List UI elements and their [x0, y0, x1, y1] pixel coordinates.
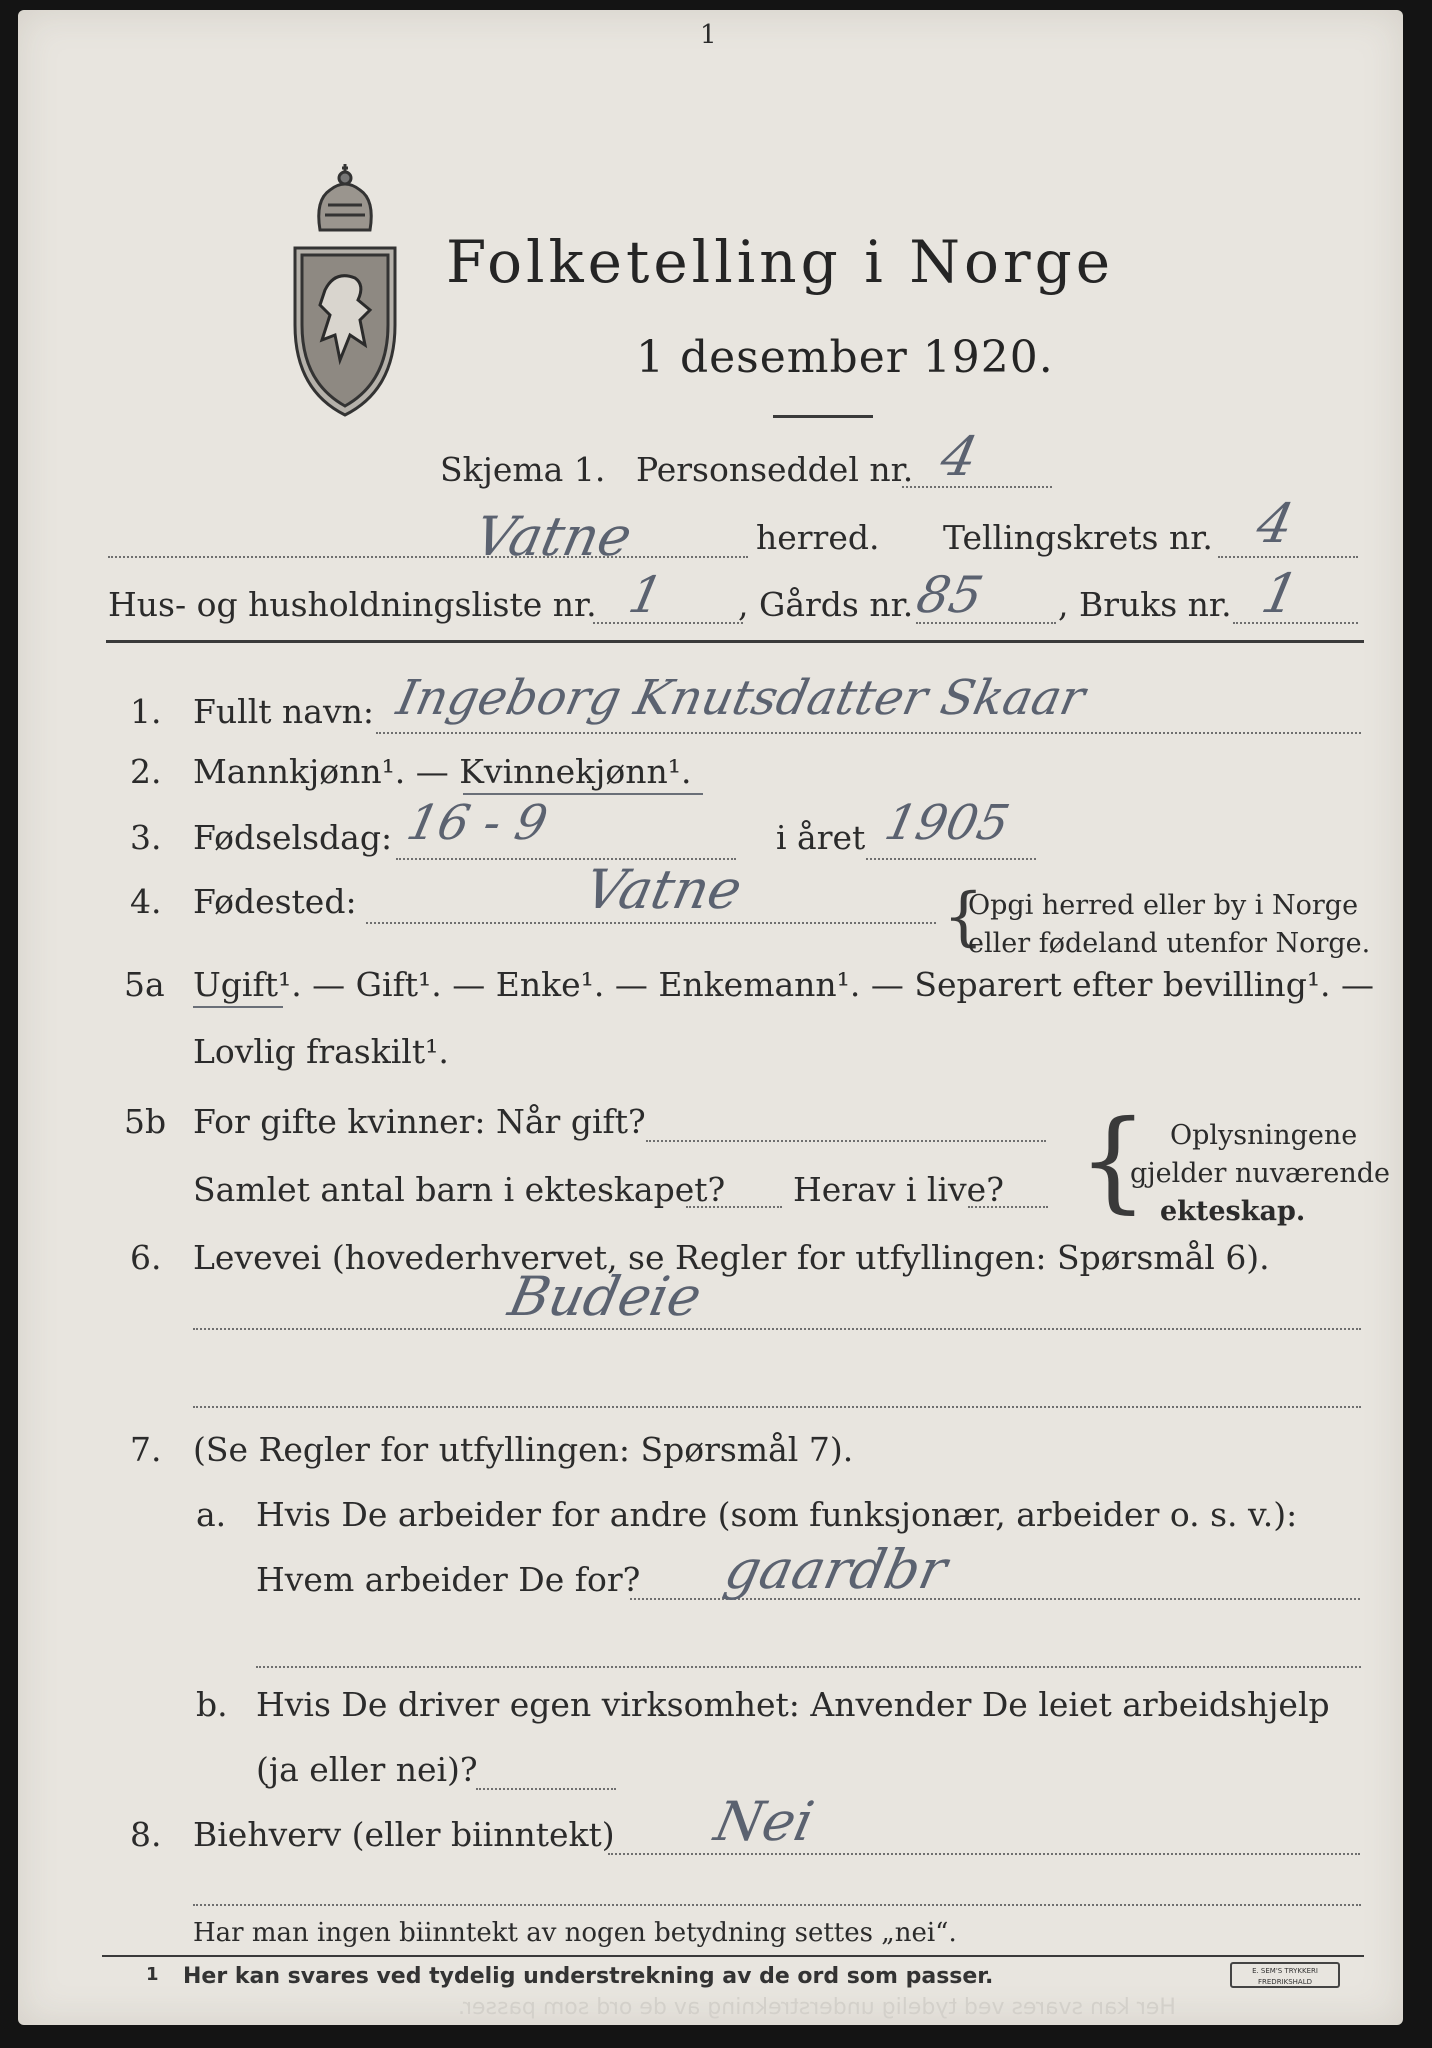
- q7a-line2: [256, 1666, 1361, 1668]
- q5b-children-line: [686, 1206, 782, 1208]
- q5b-note-line2: gjelder nuværende: [1130, 1158, 1390, 1189]
- bottom-instruction: Har man ingen biinntekt av nogen betydning settes „nei“.: [193, 1918, 957, 1948]
- q1-line: [376, 732, 1361, 734]
- q4-brace: {: [943, 880, 984, 954]
- q8-label: Biehverv (eller biinntekt): [193, 1815, 615, 1854]
- q6-number: 6.: [130, 1238, 162, 1277]
- tellingskrets-label: Tellingskrets nr.: [943, 518, 1213, 557]
- full-name-value[interactable]: Ingeborg Knutsdatter Skaar: [392, 670, 1090, 726]
- q7b-line: [476, 1788, 616, 1790]
- personseddel-label: Personseddel nr.: [636, 450, 914, 489]
- q3-year-line: [866, 858, 1036, 860]
- q4-note-line1: Opgi herred eller by i Norge: [968, 890, 1359, 921]
- q5b-brace: {: [1078, 1096, 1148, 1224]
- q7a-question: Hvem arbeider De for?: [256, 1560, 641, 1599]
- title-divider: [773, 415, 873, 418]
- top-page-mark: 1: [700, 20, 717, 50]
- norwegian-coat-of-arms-icon: [280, 160, 410, 425]
- herred-value[interactable]: Vatne: [469, 505, 638, 568]
- q5b-note-line1: Oplysningene: [1170, 1120, 1358, 1151]
- q5a-number: 5a: [124, 965, 165, 1004]
- q5a-marital-options: Ugift¹. — Gift¹. — Enke¹. — Enkemann¹. — Separert efter bevilling¹. —: [193, 965, 1375, 1004]
- side-income-value[interactable]: Nei: [709, 1790, 820, 1853]
- bleed-through-text: Her kan svares ved tydelig understrekning av de ord som passer.: [458, 1995, 1176, 2020]
- q7a-number: a.: [196, 1495, 227, 1534]
- q5b-label-children: Samlet antal barn i ekteskapet?: [193, 1170, 726, 1209]
- hus-label: Hus- og husholdningsliste nr.: [108, 585, 597, 624]
- q5b-alive-line: [968, 1206, 1048, 1208]
- occupation-value[interactable]: Budeie: [503, 1265, 707, 1328]
- q4-number: 4.: [130, 882, 162, 921]
- q3-year-label: i året: [776, 818, 866, 857]
- q5a-underline-mark: [193, 1006, 283, 1008]
- q7b-question: (ja eller nei)?: [256, 1750, 478, 1789]
- q5b-label-married: For gifte kvinner: Når gift?: [193, 1102, 646, 1141]
- q7a-label: Hvis De arbeider for andre (som funksjonær, arbeider o. s. v.):: [256, 1495, 1298, 1534]
- gards-label: , Gårds nr.: [738, 585, 914, 624]
- footnote-mark: 1: [146, 1964, 159, 1985]
- employer-value[interactable]: gaardbr: [719, 1538, 953, 1601]
- herred-label: herred.: [756, 518, 880, 557]
- q7-number: 7.: [130, 1430, 162, 1469]
- q5b-number: 5b: [124, 1102, 167, 1141]
- section-divider: [106, 640, 1364, 643]
- birth-year-value[interactable]: 1905: [880, 795, 1015, 851]
- hus-value[interactable]: 1: [623, 566, 668, 624]
- q8-line2: [193, 1904, 1361, 1906]
- bruks-line: [1233, 622, 1358, 624]
- q4-line: [366, 922, 936, 924]
- q5b-label-alive: Herav i live?: [793, 1170, 1004, 1209]
- census-date: 1 desember 1920.: [636, 332, 1054, 383]
- q6-line1: [193, 1328, 1361, 1330]
- birthplace-value[interactable]: Vatne: [579, 858, 748, 921]
- q8-line1: [608, 1853, 1360, 1855]
- personseddel-value[interactable]: 4: [935, 425, 984, 488]
- q5b-note-line3: ekteskap.: [1160, 1196, 1306, 1227]
- q6-line2: [193, 1406, 1361, 1408]
- bruks-label: , Bruks nr.: [1058, 585, 1232, 624]
- q1-number: 1.: [130, 692, 162, 731]
- q7-label: (Se Regler for utfyllingen: Spørsmål 7).: [193, 1430, 854, 1469]
- footnote-text: Her kan svares ved tydelig understrekning av de ord som passer.: [183, 1964, 994, 1989]
- gards-value[interactable]: 85: [911, 566, 988, 624]
- census-form-sheet: [18, 10, 1403, 2025]
- printer-stamp: E. SEM'S TRYKKERI FREDRIKSHALD: [1230, 1962, 1340, 1988]
- personseddel-line: [902, 486, 1052, 488]
- q3-label: Fødselsdag:: [193, 818, 393, 857]
- q7b-label: Hvis De driver egen virksomhet: Anvender De leiet arbeidshjelp: [256, 1685, 1330, 1724]
- form-title: Folketelling i Norge: [446, 228, 1115, 296]
- q5b-married-line: [646, 1140, 1046, 1142]
- q2-number: 2.: [130, 752, 162, 791]
- skjema-label: Skjema 1.: [440, 450, 606, 489]
- tellingskrets-value[interactable]: 4: [1251, 492, 1300, 555]
- birthday-value[interactable]: 16 - 9: [402, 795, 553, 851]
- q1-label: Fullt navn:: [193, 692, 374, 731]
- bruks-value[interactable]: 1: [1256, 562, 1305, 625]
- q4-note-line2: eller fødeland utenfor Norge.: [968, 928, 1371, 959]
- q8-number: 8.: [130, 1815, 162, 1854]
- q7b-number: b.: [196, 1685, 228, 1724]
- q3-number: 3.: [130, 818, 162, 857]
- herred-line: [108, 556, 748, 558]
- tellingskrets-line: [1218, 556, 1358, 558]
- hus-line: [593, 622, 743, 624]
- q2-gender-options: Mannkjønn¹. — Kvinnekjønn¹.: [193, 752, 692, 791]
- q4-label: Fødested:: [193, 882, 357, 921]
- footnote-divider: [102, 1955, 1364, 1957]
- q6-label: Levevei (hovederhvervet, se Regler for utfyllingen: Spørsmål 6).: [193, 1238, 1270, 1277]
- q5a-line2: Lovlig fraskilt¹.: [193, 1032, 449, 1071]
